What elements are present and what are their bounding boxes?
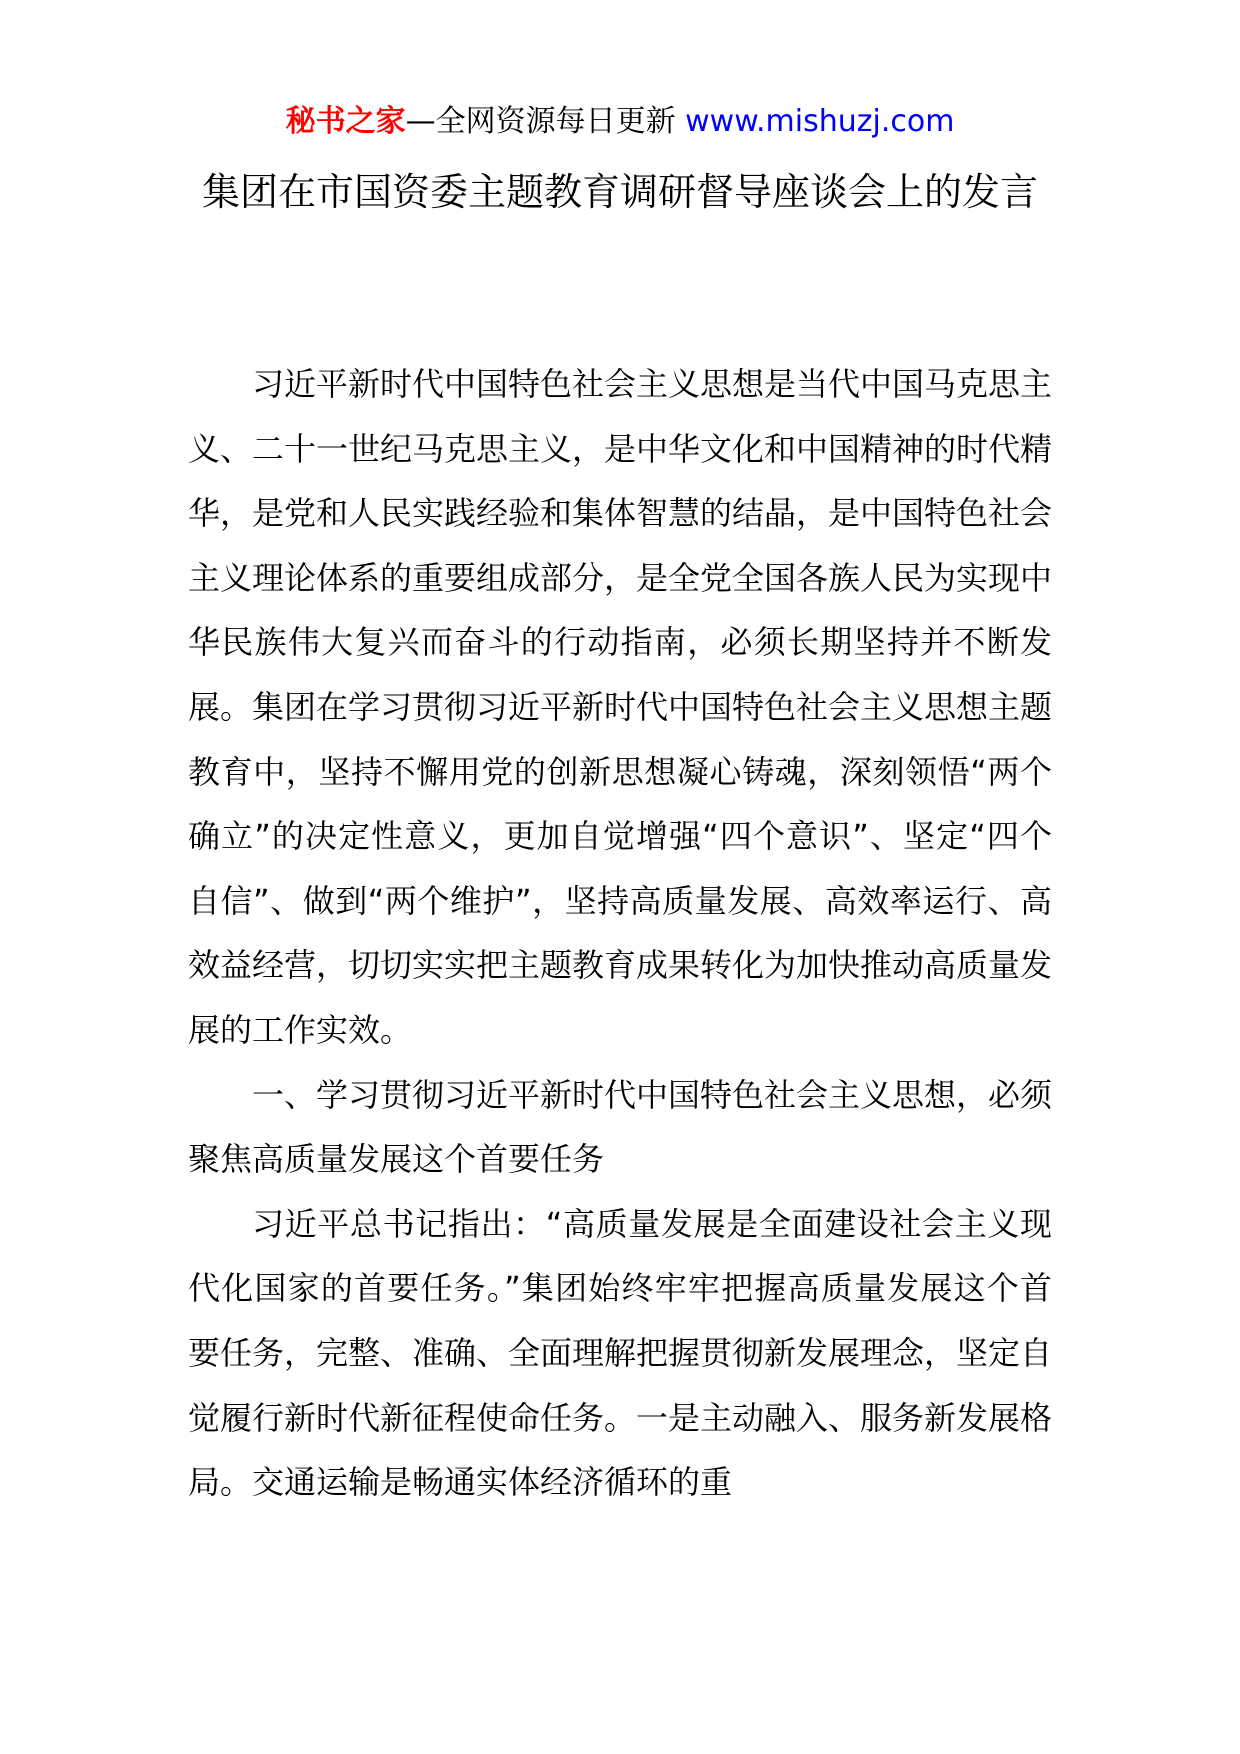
site-url-link[interactable]: www.mishuzj.com bbox=[685, 104, 955, 139]
body-paragraph-intro: 习近平新时代中国特色社会主义思想是当代中国马克思主义、二十一世纪马克思主义，是中华文化和中国精神的时代精华，是党和人民实践经验和集体智慧的结晶，是中国特色社会主义理论体系的重要组成部分，是全党全国各族人民为实现中华民族伟大复兴而奋斗的行动指南，必须长期坚持并不断发展。集团在学习贯彻习近平新时代中国特色社会主义思想主题教育中，坚持不懈用党的创新思想凝心铸魂，深刻领悟“两个确立”的决定性意义，更加自觉增强“四个意识”、坚定“四个自信”、做到“两个维护”，坚持高质量发展、高效率运行、高效益经营，切切实实把主题教育成果转化为加快推动高质量发展的工作实效。 bbox=[188, 365, 1053, 1049]
body-paragraph-1: 习近平总书记指出：“高质量发展是全面建设社会主义现代化国家的首要任务。”集团始终牢牢把握高质量发展这个首要任务，完整、准确、全面理解把握贯彻新发展理念，坚定自觉履行新时代新征程使命任务。一是主动融入、服务新发展格局。交通运输是畅通实体经济循环的重 bbox=[188, 1204, 1053, 1502]
document-body bbox=[188, 352, 1052, 1515]
section-heading-1: 一、学习贯彻习近平新时代中国特色社会主义思想，必须聚焦高质量发展这个首要任务 bbox=[188, 1075, 1053, 1179]
brand-name: 秘书之家 bbox=[285, 104, 406, 139]
document-title: 集团在市国资委主题教育调研督导座谈会上的发言 bbox=[201, 170, 1038, 214]
watermark-header bbox=[0, 100, 1240, 144]
header-tagline: —全网资源每日更新 bbox=[405, 104, 686, 139]
